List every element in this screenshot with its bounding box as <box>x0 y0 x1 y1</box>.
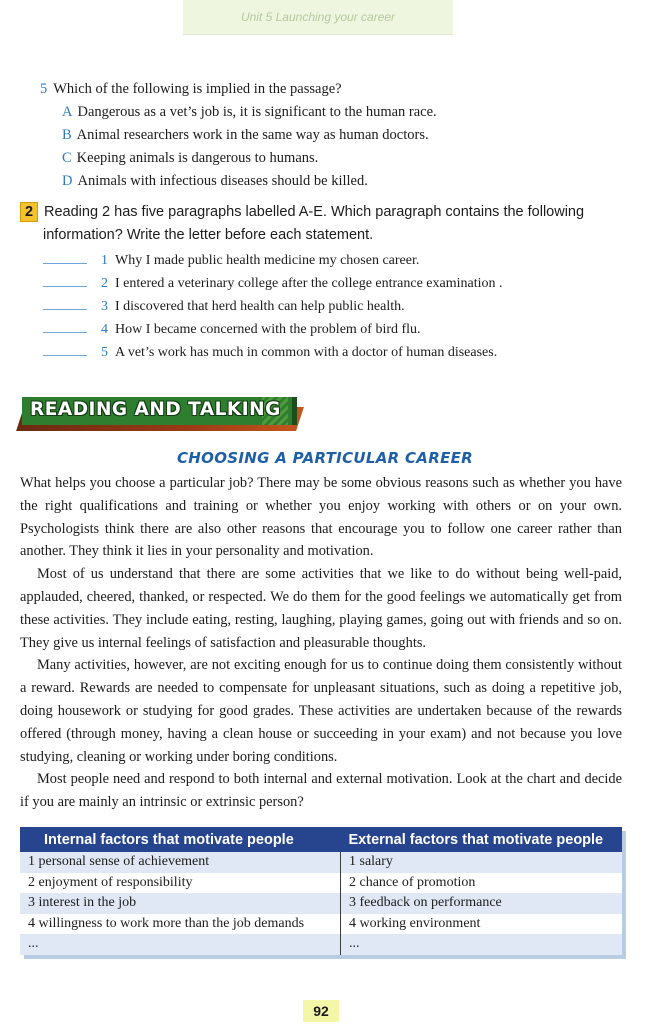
statement-text: I discovered that herd health can help public health. <box>115 299 405 314</box>
answer-blank[interactable] <box>43 272 87 287</box>
option-text: Animal researchers work in the same way as human doctors. <box>76 127 429 143</box>
statement-item <box>20 318 630 341</box>
option-letter: D <box>62 173 73 189</box>
statement-text: How I became concerned with the problem of bird flu. <box>115 322 421 337</box>
question-5 <box>40 78 620 193</box>
question-text: Which of the following is implied in the passage? <box>53 81 342 97</box>
page-number: 92 <box>303 1000 339 1022</box>
answer-blank[interactable] <box>43 341 87 356</box>
internal-factor-cell: 3 interest in the job <box>20 893 341 914</box>
statement-item <box>20 341 630 364</box>
paragraph: What helps you choose a particular job? There may be some obvious reasons such as whether you have the right qualifications and training or whether you enjoy working with others or on your own. Psychologists think there are also other reasons that encourage you to follow one career rather than another. They think it lies in your personality and motivation. <box>20 475 622 560</box>
section-title: READING AND TALKING <box>30 399 281 420</box>
answer-blank[interactable] <box>43 249 87 264</box>
option-letter: A <box>62 104 73 120</box>
motivation-factors-table <box>20 827 622 955</box>
table-row <box>20 852 622 873</box>
statement-text: I entered a veterinary college after the college entrance examination . <box>115 276 503 291</box>
exercise-2 <box>20 201 630 364</box>
option-text: Dangerous as a vet’s job is, it is significant to the human race. <box>77 104 437 120</box>
option-letter: B <box>62 127 72 143</box>
statement-number: 3 <box>101 299 108 314</box>
option-text: Animals with infectious diseases should be killed. <box>77 173 368 189</box>
table-row <box>20 873 622 894</box>
instruction-line-2: information? Write the letter before each statement. <box>43 227 374 243</box>
external-factor-cell: 1 salary <box>341 852 623 873</box>
question-number: 5 <box>40 81 48 97</box>
internal-factor-cell: 1 personal sense of achievement <box>20 852 341 873</box>
section-banner <box>22 393 294 429</box>
statement-text: Why I made public health medicine my chosen career. <box>115 253 420 268</box>
option-text: Keeping animals is dangerous to humans. <box>76 150 319 166</box>
paragraph: Most of us understand that there are some activities that we like to do without being well-paid, applauded, cheered, thanked, or respected. We do them for the good feelings we automatically get from these activities. They include eating, resting, laughing, playing games, going out with friends and so on. They give us internal feelings of satisfaction and pleasurable thoughts. <box>20 566 622 651</box>
table-row <box>20 914 622 935</box>
answer-blank[interactable] <box>43 295 87 310</box>
exercise-instruction <box>20 201 630 247</box>
external-factor-cell: 4 working environment <box>341 914 623 935</box>
option-b <box>40 124 620 147</box>
external-factor-cell: ... <box>341 934 623 955</box>
statement-number: 1 <box>101 253 108 268</box>
article-title: CHOOSING A PARTICULAR CAREER <box>176 449 474 467</box>
internal-factor-cell: 2 enjoyment of responsibility <box>20 873 341 894</box>
external-factor-cell: 2 chance of promotion <box>341 873 623 894</box>
question-stem <box>40 78 620 101</box>
statement-text: A vet’s work has much in common with a doctor of human diseases. <box>115 345 498 360</box>
statement-item <box>20 249 630 272</box>
option-d <box>40 170 620 193</box>
unit-header <box>183 0 453 35</box>
table-row <box>20 893 622 914</box>
unit-title: Unit 5 Launching your career <box>240 10 396 24</box>
statement-number: 5 <box>101 345 108 360</box>
instruction-line-1: Reading 2 has five paragraphs labelled A-E. Which paragraph contains the following <box>44 204 585 220</box>
statement-item <box>20 295 630 318</box>
answer-blank[interactable] <box>43 318 87 333</box>
paragraph: Many activities, however, are not exciting enough for us to continue doing them consistently without a reward. Rewards are needed to compensate for unpleasant situations, such as doing a repetitive job, doing housework or studying for good grades. These activities are undertaken because of the rewards offered (through money, having a clean house or succeeding in your exam) and not because you love studying, cleaning or working under boring conditions. <box>20 657 622 765</box>
option-c <box>40 147 620 170</box>
paragraph: Most people need and respond to both internal and external motivation. Look at the chart and decide if you are mainly an intrinsic or extrinsic person? <box>20 771 622 811</box>
external-factors-header: External factors that motivate people <box>341 827 623 852</box>
internal-factor-cell: 4 willingness to work more than the job demands <box>20 914 341 935</box>
internal-factor-cell: ... <box>20 934 341 955</box>
exercise-number-badge: 2 <box>20 202 38 222</box>
statement-list <box>20 249 630 364</box>
table-header-row <box>20 827 622 852</box>
statement-number: 2 <box>101 276 108 291</box>
external-factor-cell: 3 feedback on performance <box>341 893 623 914</box>
option-a <box>40 101 620 124</box>
article-body <box>20 472 622 814</box>
internal-factors-header: Internal factors that motivate people <box>20 827 341 852</box>
table-row <box>20 934 622 955</box>
statement-number: 4 <box>101 322 108 337</box>
option-letter: C <box>62 150 72 166</box>
statement-item <box>20 272 630 295</box>
